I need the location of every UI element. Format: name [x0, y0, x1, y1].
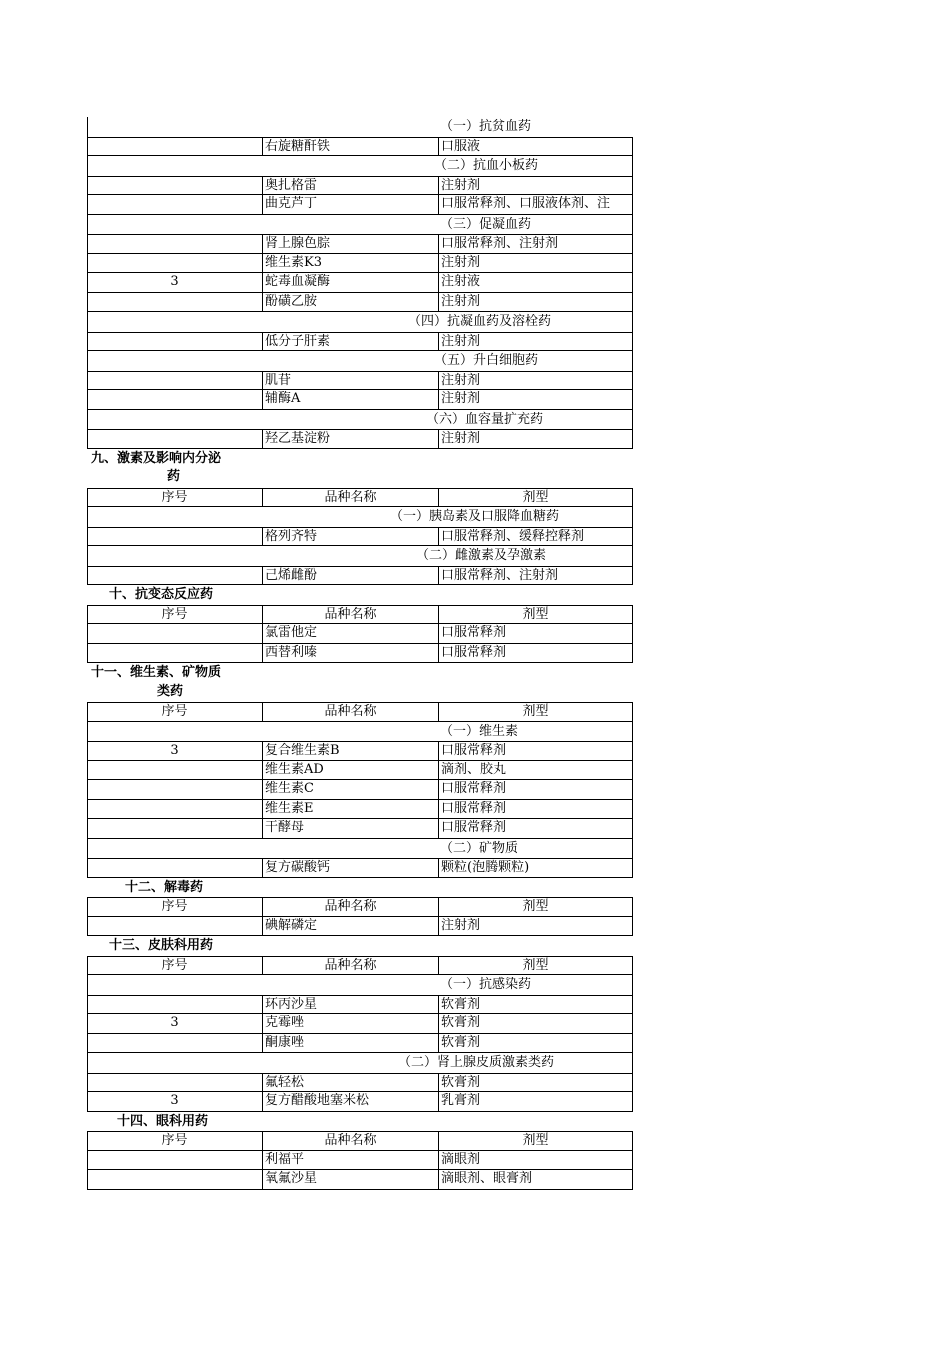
subcategory-heading: [87, 507, 633, 527]
table-row: [87, 1170, 633, 1190]
table-row: [87, 195, 633, 215]
subcategory-heading: [87, 1053, 633, 1073]
subcategory-heading: [87, 975, 633, 995]
drug-name-cell: 复方碳酸钙: [262, 859, 438, 877]
index-cell: [88, 761, 261, 780]
table-row: [87, 371, 633, 391]
dosage-form-cell: 注射剂: [438, 177, 632, 195]
drug-name-cell: 酮康唑: [262, 1034, 438, 1053]
index-cell: [88, 859, 261, 877]
dosage-form-cell: 注射剂: [438, 917, 632, 936]
table-row: [87, 234, 633, 254]
drug-name-cell: 氟轻松: [262, 1074, 438, 1092]
dosage-form-cell: 滴剂、胶丸: [438, 761, 632, 780]
dosage-form-cell: 口服常释剂: [438, 800, 632, 819]
table-header-row: [87, 488, 633, 508]
subcategory-label: （二）雌激素及孕激素: [416, 548, 547, 563]
dosage-form-cell: 颗粒(泡腾颗粒): [438, 859, 632, 877]
drug-name-cell: 干酵母: [262, 819, 438, 838]
dosage-form-cell: 口服常释剂: [438, 624, 632, 643]
subcategory-heading: [87, 117, 633, 137]
drug-name-cell: 克霉唑: [262, 1014, 438, 1033]
dosage-form-cell: 口服常释剂、注射剂: [438, 235, 632, 253]
dosage-form-cell: 口服常释剂、注射剂: [438, 567, 632, 585]
dosage-form-cell: 注射剂: [438, 390, 632, 409]
subcategory-heading: [87, 156, 633, 176]
subcategory-label: （二）抗血小板药: [434, 158, 539, 173]
dosage-form-cell: 软膏剂: [438, 1014, 632, 1033]
dosage-form-cell: 剂型: [438, 606, 632, 624]
subcategory-heading: [87, 312, 633, 332]
subcategory-heading: [87, 722, 633, 742]
dosage-form-cell: 口服常释剂: [438, 742, 632, 760]
table-row: [87, 644, 633, 664]
table-row: [87, 137, 633, 157]
table-row: [87, 1034, 633, 1054]
drug-name-cell: 品种名称: [262, 1132, 438, 1150]
category-label: 九、激素及影响内分泌: [91, 450, 222, 466]
dosage-form-cell: 剂型: [438, 489, 632, 507]
dosage-form-cell: 乳膏剂: [438, 1092, 632, 1111]
index-cell: [88, 254, 261, 273]
category-label: 十一、维生素、矿物质: [91, 665, 222, 680]
drug-name-cell: 氯雷他定: [262, 624, 438, 643]
dosage-form-cell: 剂型: [438, 1132, 632, 1150]
table-row: [87, 858, 633, 878]
index-cell: 序号: [161, 489, 188, 505]
category-heading: [87, 663, 633, 683]
drug-name-cell: 复方醋酸地塞米松: [262, 1092, 438, 1111]
subcategory-heading: [87, 546, 633, 566]
dosage-form-cell: 注射液: [438, 273, 632, 292]
table-row: [87, 741, 633, 761]
index-cell: 序号: [161, 957, 188, 973]
index-cell: [88, 430, 261, 448]
table-row: [87, 1151, 633, 1171]
dosage-form-cell: 软膏剂: [438, 1034, 632, 1053]
index-cell: [88, 1170, 261, 1189]
table-row: [87, 390, 633, 410]
index-cell: 3: [170, 274, 179, 289]
drug-name-cell: 利福平: [262, 1151, 438, 1170]
dosage-form-cell: 注射剂: [438, 333, 632, 351]
dosage-form-cell: 口服常释剂: [438, 819, 632, 838]
drug-name-cell: 右旋糖酐铁: [262, 138, 438, 156]
table-row: [87, 1014, 633, 1034]
subcategory-label: （一）抗感染药: [440, 977, 532, 992]
drug-name-cell: 复合维生素B: [262, 742, 438, 760]
category-heading: [87, 878, 633, 898]
index-cell: [88, 138, 261, 156]
drug-name-cell: 肌苷: [262, 372, 438, 390]
table-row: [87, 527, 633, 547]
drug-name-cell: 维生素AD: [262, 761, 438, 780]
drug-name-cell: 环丙沙星: [262, 996, 438, 1014]
table-header-row: [87, 897, 633, 917]
category-heading: [87, 936, 633, 956]
category-label: 类药: [157, 683, 184, 699]
table-row: [87, 624, 633, 644]
subcategory-label: （一）维生素: [440, 723, 519, 739]
index-cell: 3: [170, 743, 179, 758]
table-row: [87, 780, 633, 800]
dosage-form-cell: 口服常释剂、口服液体剂、注: [438, 195, 632, 214]
dosage-form-cell: 口服常释剂: [438, 780, 632, 799]
drug-name-cell: 氧氟沙星: [262, 1170, 438, 1189]
dosage-form-cell: 注射剂: [438, 430, 632, 448]
table-header-row: [87, 1131, 633, 1151]
index-cell: [88, 1034, 261, 1053]
index-cell: [88, 235, 261, 253]
table-row: [87, 332, 633, 352]
subcategory-label: （六）血容量扩充药: [426, 411, 544, 427]
dosage-form-cell: 注射剂: [438, 254, 632, 273]
table-row: [87, 254, 633, 274]
table-row: [87, 761, 633, 781]
drug-name-cell: 肾上腺色腙: [262, 235, 438, 253]
table-row: [87, 429, 633, 449]
dosage-form-cell: 口服常释剂: [438, 644, 632, 663]
dosage-form-cell: 剂型: [438, 957, 632, 975]
index-cell: [88, 177, 261, 195]
dosage-form-cell: 滴眼剂、眼膏剂: [438, 1170, 632, 1189]
drug-name-cell: 己烯雌酚: [262, 567, 438, 585]
subcategory-heading: [87, 215, 633, 235]
drug-name-cell: 品种名称: [262, 606, 438, 624]
drug-name-cell: 西替利嗪: [262, 644, 438, 663]
index-cell: [88, 390, 261, 409]
drug-name-cell: 维生素K3: [262, 254, 438, 273]
dosage-form-cell: 口服液: [438, 138, 632, 156]
category-heading: [87, 585, 633, 605]
subcategory-label: （一）胰岛素及口服降血糖药: [390, 509, 560, 524]
subcategory-label: （二）矿物质: [440, 840, 519, 856]
table-row: [87, 800, 633, 820]
drug-name-cell: 维生素C: [262, 780, 438, 799]
dosage-form-cell: 剂型: [438, 703, 632, 721]
category-label: 十、抗变态反应药: [109, 587, 214, 602]
index-cell: [88, 528, 261, 546]
category-label: 十四、眼科用药: [117, 1113, 209, 1129]
table-header-row: [87, 605, 633, 625]
dosage-form-cell: 注射剂: [438, 372, 632, 390]
table-row: [87, 995, 633, 1015]
drug-name-cell: 碘解磷定: [262, 917, 438, 936]
table-row: [87, 819, 633, 839]
table-row: [87, 1073, 633, 1093]
drug-name-cell: 格列齐特: [262, 528, 438, 546]
table-row: [87, 293, 633, 313]
drug-name-cell: 维生素E: [262, 800, 438, 819]
index-cell: [88, 819, 261, 838]
subcategory-heading: [87, 351, 633, 371]
index-cell: [88, 293, 261, 312]
index-cell: [88, 644, 261, 663]
table-header-row: [87, 956, 633, 976]
dosage-form-cell: 滴眼剂: [438, 1151, 632, 1170]
table-header-row: [87, 702, 633, 722]
index-cell: [88, 1074, 261, 1092]
category-label: 十二、解毒药: [125, 879, 204, 895]
index-cell: [88, 333, 261, 351]
category-heading: [87, 1112, 633, 1132]
category-heading: [87, 468, 633, 488]
index-cell: 序号: [161, 704, 188, 719]
index-cell: [88, 917, 261, 936]
subcategory-heading: [87, 410, 633, 430]
subcategory-label: （一）抗贫血药: [440, 119, 532, 134]
subcategory-label: （二）肾上腺皮质激素类药: [398, 1055, 555, 1070]
drug-name-cell: 羟乙基淀粉: [262, 430, 438, 448]
drug-name-cell: 曲克芦丁: [262, 195, 438, 214]
drug-name-cell: 低分子肝素: [262, 333, 438, 351]
category-label: 药: [167, 469, 181, 484]
dosage-form-cell: 注射剂: [438, 293, 632, 312]
table-row: [87, 176, 633, 196]
index-cell: [88, 624, 261, 643]
index-cell: [88, 996, 261, 1014]
category-heading: [87, 449, 633, 469]
index-cell: 3: [170, 1015, 179, 1030]
drug-name-cell: 品种名称: [262, 898, 438, 916]
dosage-form-cell: 剂型: [438, 898, 632, 916]
index-cell: [88, 567, 261, 585]
index-cell: [88, 372, 261, 390]
index-cell: [88, 800, 261, 819]
table-row: [87, 917, 633, 937]
drug-name-cell: 品种名称: [262, 489, 438, 507]
drug-name-cell: 品种名称: [262, 703, 438, 721]
index-cell: 序号: [161, 899, 188, 914]
table-row: [87, 1092, 633, 1112]
dosage-form-cell: 口服常释剂、缓释控释剂: [438, 528, 632, 546]
drug-list-sheet: [87, 117, 633, 1190]
drug-name-cell: 奥扎格雷: [262, 177, 438, 195]
drug-name-cell: 酚磺乙胺: [262, 293, 438, 312]
index-cell: 3: [170, 1093, 179, 1108]
drug-name-cell: 品种名称: [262, 957, 438, 975]
index-cell: 序号: [161, 1133, 188, 1148]
subcategory-heading: [87, 839, 633, 859]
category-heading: [87, 683, 633, 703]
table-row: [87, 273, 633, 293]
index-cell: [88, 1151, 261, 1170]
category-label: 十三、皮肤科用药: [109, 938, 214, 953]
drug-name-cell: 蛇毒血凝酶: [262, 273, 438, 292]
index-cell: [88, 195, 261, 214]
index-cell: [88, 780, 261, 799]
dosage-form-cell: 软膏剂: [438, 1074, 632, 1092]
table-row: [87, 566, 633, 586]
subcategory-label: （五）升白细胞药: [434, 353, 539, 368]
subcategory-label: （三）促凝血药: [440, 216, 532, 232]
drug-name-cell: 辅酶A: [262, 390, 438, 409]
dosage-form-cell: 软膏剂: [438, 996, 632, 1014]
index-cell: 序号: [161, 606, 188, 622]
subcategory-label: （四）抗凝血药及溶栓药: [408, 314, 552, 329]
